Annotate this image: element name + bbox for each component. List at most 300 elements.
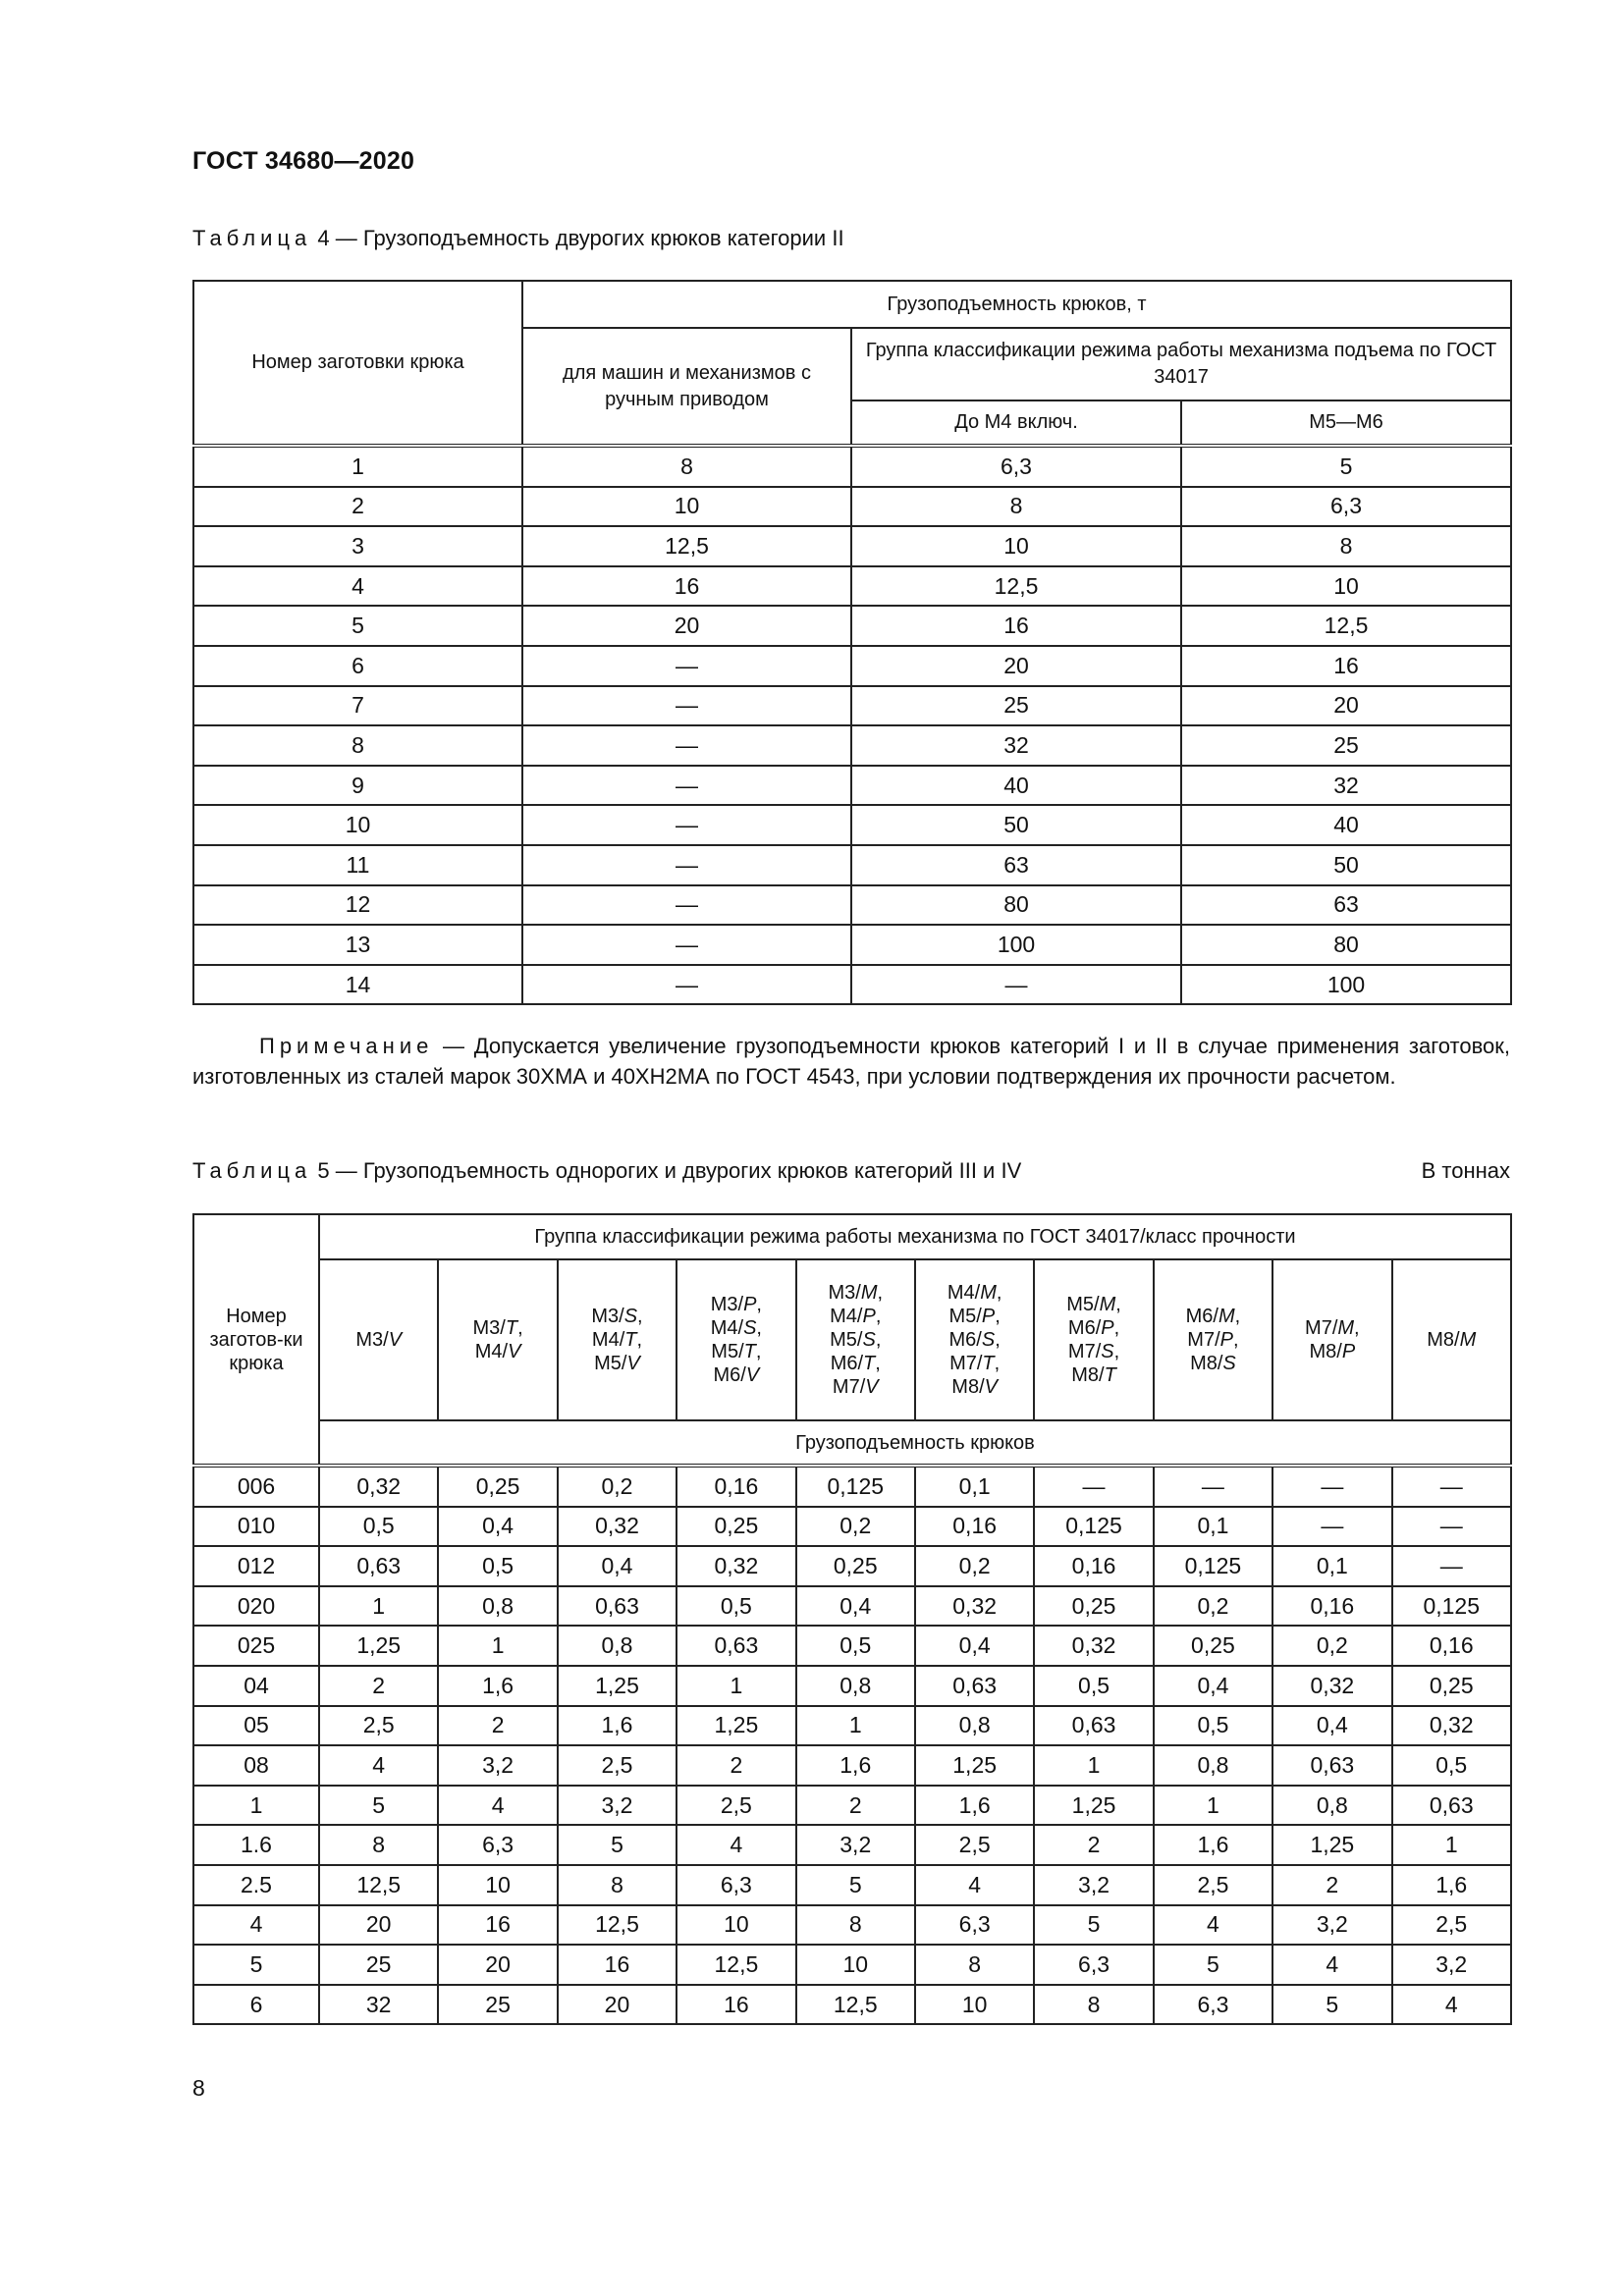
table-cell: 6,3 (438, 1825, 557, 1865)
table-cell: — (1154, 1466, 1272, 1507)
class-code: M5/P (948, 1306, 996, 1327)
table5-class-header: M5/M, M6/P, M7/S, M8/T (1034, 1259, 1153, 1420)
table4-caption-label: Таблица (192, 226, 312, 250)
document-id: ГОСТ 34680—2020 (192, 147, 415, 175)
table-cell: 0,5 (677, 1586, 795, 1627)
table-cell: 0,5 (1392, 1745, 1511, 1786)
table-cell: 0,25 (1034, 1586, 1153, 1627)
table-row (193, 1985, 1511, 2025)
table-cell: 14 (193, 965, 522, 1005)
table-cell: 0,5 (438, 1546, 557, 1586)
table-cell: 0,8 (558, 1626, 677, 1666)
table-cell: 0,5 (319, 1507, 438, 1547)
table4-header-group: Группа классификации режима работы механизма подъема по ГОСТ 34017 (851, 328, 1511, 400)
table-cell: 2 (438, 1706, 557, 1746)
table-row (193, 1626, 1511, 1666)
table-cell: 2,5 (1392, 1905, 1511, 1946)
table-cell: 2 (1272, 1865, 1391, 1905)
table-cell: 8 (796, 1905, 915, 1946)
table5-caption (192, 1158, 1021, 1184)
table-cell: — (522, 725, 851, 766)
table5-class-row (193, 1259, 1511, 1420)
table-row (193, 1786, 1511, 1826)
table4-header-capacity: Грузоподъемность крюков, т (522, 281, 1511, 328)
table-row (193, 1865, 1511, 1905)
table-cell: — (522, 805, 851, 845)
table-row (193, 686, 1511, 726)
table-row (193, 965, 1511, 1005)
table-cell: 10 (438, 1865, 557, 1905)
table5-header-group: Группа классификации режима работы механизма по ГОСТ 34017/класс прочности (319, 1214, 1511, 1259)
table-cell: 2 (319, 1666, 438, 1706)
table-cell: 1 (796, 1706, 915, 1746)
table-cell: 12,5 (319, 1865, 438, 1905)
table-cell: 0,63 (558, 1586, 677, 1627)
table-cell: 20 (851, 646, 1181, 686)
table-cell: 1,25 (558, 1666, 677, 1706)
table-row (193, 1666, 1511, 1706)
class-code: M6/S (948, 1329, 996, 1351)
table-cell: 012 (193, 1546, 319, 1586)
table-row (193, 646, 1511, 686)
table-row (193, 1905, 1511, 1946)
table-row (193, 885, 1511, 926)
table-cell: 0,4 (915, 1626, 1034, 1666)
table-cell: 8 (522, 446, 851, 487)
table-cell: 12,5 (522, 526, 851, 566)
table-cell: 1,6 (1392, 1865, 1511, 1905)
class-code: M7/P (1187, 1329, 1233, 1351)
table-cell: 4 (677, 1825, 795, 1865)
table-cell: 6,3 (851, 446, 1181, 487)
table-cell: 0,16 (1272, 1586, 1391, 1627)
table-cell: 0,8 (1272, 1786, 1391, 1826)
table-cell: 4 (193, 1905, 319, 1946)
table-cell: 20 (522, 606, 851, 646)
table-cell: 0,63 (319, 1546, 438, 1586)
table-cell: 006 (193, 1466, 319, 1507)
table-cell: 6,3 (1034, 1945, 1153, 1985)
table4-header-manual: для машин и механизмов с ручным приводом (522, 328, 851, 446)
table5-class-header (319, 1259, 438, 1420)
class-code: M6/M (1185, 1306, 1235, 1327)
table-row (193, 925, 1511, 965)
table-cell: 12,5 (851, 566, 1181, 607)
table-cell: 0,16 (915, 1507, 1034, 1547)
table-cell: 1,25 (1034, 1786, 1153, 1826)
table-cell: 5 (558, 1825, 677, 1865)
table-cell: 3,2 (558, 1786, 677, 1826)
table-cell: 16 (677, 1985, 795, 2025)
table-row (193, 805, 1511, 845)
table-cell: 32 (851, 725, 1181, 766)
table-cell: 1,6 (558, 1706, 677, 1746)
table-cell: 16 (558, 1945, 677, 1985)
table-cell: 0,4 (796, 1586, 915, 1627)
class-code: M8/S (1190, 1353, 1236, 1374)
table-cell: — (522, 965, 851, 1005)
table-cell: 25 (851, 686, 1181, 726)
table-cell: 4 (319, 1745, 438, 1786)
table-cell: 0,1 (1154, 1507, 1272, 1547)
table-cell: — (522, 885, 851, 926)
table-cell: 11 (193, 845, 522, 885)
table5-units: В тоннах (1421, 1158, 1510, 1183)
table-cell: 0,25 (1392, 1666, 1511, 1706)
class-code: M4/P (830, 1306, 876, 1327)
table-cell: 0,16 (677, 1466, 795, 1507)
table5-header-capacity: Грузоподъемность крюков (319, 1420, 1511, 1466)
table-cell: 25 (1181, 725, 1511, 766)
table-row (193, 845, 1511, 885)
table-row (193, 1546, 1511, 1586)
table-cell: 8 (558, 1865, 677, 1905)
table-cell: 0,32 (558, 1507, 677, 1547)
table-cell: 7 (193, 686, 522, 726)
class-code: M7/V (832, 1376, 879, 1398)
class-code: M8/P (1309, 1341, 1356, 1362)
table-cell: 9 (193, 766, 522, 806)
table-cell: 0,4 (438, 1507, 557, 1547)
table-cell: 020 (193, 1586, 319, 1627)
table-row (193, 725, 1511, 766)
table-cell: 0,1 (915, 1466, 1034, 1507)
table-cell: 0,125 (1154, 1546, 1272, 1586)
table5-header-number: Номер заготов-ки крюка (193, 1214, 319, 1466)
table-cell: 6,3 (1181, 487, 1511, 527)
table-cell: 0,4 (1154, 1666, 1272, 1706)
table-cell: 0,2 (915, 1546, 1034, 1586)
table-cell: 0,32 (677, 1546, 795, 1586)
table-row (193, 1507, 1511, 1547)
table4-body (193, 446, 1511, 1004)
table-cell: 1 (319, 1586, 438, 1627)
table-row (193, 1586, 1511, 1627)
table-cell: 1,6 (1154, 1825, 1272, 1865)
table-cell: 10 (1181, 566, 1511, 607)
table-cell: 1 (1034, 1745, 1153, 1786)
class-code: M5/M (1066, 1294, 1116, 1315)
table-cell: 0,25 (438, 1466, 557, 1507)
table-cell: — (1034, 1466, 1153, 1507)
table-cell: 8 (319, 1825, 438, 1865)
table-cell: 1 (677, 1666, 795, 1706)
table-cell: 010 (193, 1507, 319, 1547)
table-cell: 8 (193, 725, 522, 766)
table-cell: 10 (522, 487, 851, 527)
table4 (192, 280, 1512, 1005)
table-cell: 0,8 (796, 1666, 915, 1706)
table-cell: 0,63 (915, 1666, 1034, 1706)
table-cell: 2 (796, 1786, 915, 1826)
table-cell: 6,3 (677, 1865, 795, 1905)
table-cell: 80 (851, 885, 1181, 926)
class-code: M8/T (1071, 1364, 1116, 1386)
table-cell: — (1272, 1466, 1391, 1507)
table-row (193, 566, 1511, 607)
table-cell: 0,8 (438, 1586, 557, 1627)
table-cell: 8 (915, 1945, 1034, 1985)
class-code: M3/S (591, 1306, 638, 1327)
table-cell: 3,2 (1272, 1905, 1391, 1946)
class-code: M7/M (1305, 1317, 1355, 1339)
table-cell: 2 (677, 1745, 795, 1786)
table-cell: 40 (851, 766, 1181, 806)
class-code: M4/T (591, 1329, 637, 1351)
table-cell: 08 (193, 1745, 319, 1786)
table-cell: 16 (851, 606, 1181, 646)
page-number: 8 (192, 2075, 205, 2101)
table-cell: 12,5 (558, 1905, 677, 1946)
table-cell: 50 (851, 805, 1181, 845)
table-cell: 04 (193, 1666, 319, 1706)
class-code: M4/V (474, 1341, 521, 1362)
table-cell: 1,25 (677, 1706, 795, 1746)
class-code: M5/T (711, 1341, 756, 1362)
class-code: M5/V (594, 1353, 640, 1374)
table-row (193, 1706, 1511, 1746)
table-cell: 2.5 (193, 1865, 319, 1905)
class-code: M3/P (710, 1294, 757, 1315)
table-cell: 0,16 (1392, 1626, 1511, 1666)
table-cell: 05 (193, 1706, 319, 1746)
table5 (192, 1213, 1512, 2025)
table-cell: 0,125 (1034, 1507, 1153, 1547)
table4-note (192, 1031, 1510, 1092)
table-cell: 0,2 (1272, 1626, 1391, 1666)
table-cell: 0,125 (1392, 1586, 1511, 1627)
class-code: M7/T (949, 1353, 995, 1374)
table-cell: 0,4 (558, 1546, 677, 1586)
table-cell: 2,5 (1154, 1865, 1272, 1905)
class-code: M4/S (710, 1317, 757, 1339)
table-cell: 0,2 (796, 1507, 915, 1547)
table-cell: 4 (1272, 1945, 1391, 1985)
table-cell: 20 (1181, 686, 1511, 726)
table-cell: 12 (193, 885, 522, 926)
table-cell: 20 (558, 1985, 677, 2025)
table-cell: — (851, 965, 1181, 1005)
table-cell: 10 (851, 526, 1181, 566)
table-cell: — (1392, 1466, 1511, 1507)
table-cell: 6,3 (1154, 1985, 1272, 2025)
table-cell: 63 (851, 845, 1181, 885)
table-cell: 12,5 (1181, 606, 1511, 646)
table-cell: — (522, 766, 851, 806)
class-code: M6/T (830, 1353, 876, 1374)
table4-header-m4: До М4 включ. (851, 400, 1181, 446)
table-cell: 025 (193, 1626, 319, 1666)
table-cell: 0,25 (1154, 1626, 1272, 1666)
table-cell: 1,6 (915, 1786, 1034, 1826)
table-row (193, 1745, 1511, 1786)
table-row (193, 1945, 1511, 1985)
table-cell: 0,63 (1392, 1786, 1511, 1826)
table-cell: 0,2 (1154, 1586, 1272, 1627)
table5-class-header: M3/T, M4/V (438, 1259, 557, 1420)
table-cell: 63 (1181, 885, 1511, 926)
table-cell: 0,1 (1272, 1546, 1391, 1586)
table5-caption-label: Таблица (192, 1158, 312, 1183)
table-cell: 0,8 (915, 1706, 1034, 1746)
table-cell: — (1392, 1546, 1511, 1586)
table5-caption-text: 5 — Грузоподъемность однорогих и двурогих крюков категорий III и IV (311, 1158, 1022, 1183)
class-code: M6/P (1067, 1317, 1114, 1339)
table-cell: 25 (319, 1945, 438, 1985)
table-cell: 1 (1154, 1786, 1272, 1826)
class-code: M4/M (947, 1282, 997, 1304)
table-cell: 2 (193, 487, 522, 527)
table-cell: 16 (522, 566, 851, 607)
table-cell: 10 (796, 1945, 915, 1985)
table-cell: 0,25 (796, 1546, 915, 1586)
table-cell: 0,4 (1272, 1706, 1391, 1746)
table-cell: 1,6 (796, 1745, 915, 1786)
table-cell: 1 (438, 1626, 557, 1666)
table-cell: 0,32 (1034, 1626, 1153, 1666)
table-cell: 6,3 (915, 1905, 1034, 1946)
table-cell: 4 (438, 1786, 557, 1826)
table5-class-header: M3/M, M4/P, M5/S, M6/T, M7/V (796, 1259, 915, 1420)
table-cell: 0,8 (1154, 1745, 1272, 1786)
table-cell: 20 (319, 1905, 438, 1946)
table-cell: 5 (1272, 1985, 1391, 2025)
table-cell: 1,25 (319, 1626, 438, 1666)
table-cell: 2 (1034, 1825, 1153, 1865)
table-cell: 3,2 (796, 1825, 915, 1865)
table-row (193, 1825, 1511, 1865)
table-cell: 8 (851, 487, 1181, 527)
table5-body (193, 1466, 1511, 2024)
table-cell: 100 (1181, 965, 1511, 1005)
table-cell: 10 (193, 805, 522, 845)
table-cell: 16 (438, 1905, 557, 1946)
table-cell: 4 (1154, 1905, 1272, 1946)
table-cell: 80 (1181, 925, 1511, 965)
table5-class-header: M4/M, M5/P, M6/S, M7/T, M8/V (915, 1259, 1034, 1420)
table5-class-header: M3/P, M4/S, M5/T, M6/V (677, 1259, 795, 1420)
table-cell: 1,25 (1272, 1825, 1391, 1865)
table-cell: 0,5 (1034, 1666, 1153, 1706)
table-cell: 2,5 (915, 1825, 1034, 1865)
table-cell: 8 (1181, 526, 1511, 566)
table-cell: 12,5 (677, 1945, 795, 1985)
table-cell: 0,63 (1034, 1706, 1153, 1746)
table-cell: 1 (1392, 1825, 1511, 1865)
table-cell: 3,2 (438, 1745, 557, 1786)
table-cell: 4 (193, 566, 522, 607)
table-cell: 1,25 (915, 1745, 1034, 1786)
table-cell: 1 (193, 446, 522, 487)
table-cell: 1 (193, 1786, 319, 1826)
table-row (193, 526, 1511, 566)
table-row (193, 1466, 1511, 1507)
table-cell: 0,63 (1272, 1745, 1391, 1786)
table-cell: 0,32 (1272, 1666, 1391, 1706)
class-code: M8/V (951, 1376, 998, 1398)
note-text: — Допускается увеличение грузоподъемности крюков категорий I и II в случае применения заготовок, изготовленных из сталей марок 30ХМА и 40ХН2МА по ГОСТ 4543, при условии подтверждения их прочности расчетом. (192, 1034, 1510, 1089)
class-code: M3/V (355, 1329, 403, 1351)
table-cell: 0,2 (558, 1466, 677, 1507)
table-cell: 40 (1181, 805, 1511, 845)
table-cell: 0,125 (796, 1466, 915, 1507)
table-cell: 10 (677, 1905, 795, 1946)
table-cell: 16 (1181, 646, 1511, 686)
table-cell: 0,25 (677, 1507, 795, 1547)
class-code: M8/M (1427, 1329, 1477, 1351)
table-cell: — (522, 925, 851, 965)
table4-caption-text: 4 — Грузоподъемность двурогих крюков категории II (311, 226, 844, 250)
table-cell: — (522, 646, 851, 686)
table4-caption (192, 226, 844, 251)
table-cell: 6 (193, 1985, 319, 2025)
table-cell: 5 (796, 1865, 915, 1905)
table5-class-header (1392, 1259, 1511, 1420)
table-row (193, 606, 1511, 646)
table-cell: 13 (193, 925, 522, 965)
table-row (193, 487, 1511, 527)
table-cell: 3 (193, 526, 522, 566)
table-cell: 10 (915, 1985, 1034, 2025)
table-cell: 3,2 (1392, 1945, 1511, 1985)
table-cell: 4 (1392, 1985, 1511, 2025)
table-row (193, 766, 1511, 806)
table-cell: — (522, 686, 851, 726)
table-cell: 50 (1181, 845, 1511, 885)
table-cell: 2,5 (677, 1786, 795, 1826)
table-cell: 0,32 (1392, 1706, 1511, 1746)
table-cell: 100 (851, 925, 1181, 965)
table-cell: 1,6 (438, 1666, 557, 1706)
table-cell: 2,5 (558, 1745, 677, 1786)
class-code: M3/M (828, 1282, 878, 1304)
table-cell: — (522, 845, 851, 885)
table-cell: 1.6 (193, 1825, 319, 1865)
table-cell: 0,16 (1034, 1546, 1153, 1586)
table-cell: 4 (915, 1865, 1034, 1905)
table5-class-header: M7/M, M8/P (1272, 1259, 1391, 1420)
table-cell: — (1272, 1507, 1391, 1547)
table-cell: 20 (438, 1945, 557, 1985)
table-cell: 0,5 (796, 1626, 915, 1666)
table-cell: 0,63 (677, 1626, 795, 1666)
table4-header-m5m6: М5—М6 (1181, 400, 1511, 446)
class-code: M5/S (830, 1329, 876, 1351)
table-cell: 32 (1181, 766, 1511, 806)
table5-class-header: M6/M, M7/P, M8/S (1154, 1259, 1272, 1420)
table-cell: 5 (193, 606, 522, 646)
table-cell: 6 (193, 646, 522, 686)
note-label: Примечание (259, 1034, 434, 1058)
table-cell: 0,32 (319, 1466, 438, 1507)
table5-class-header: M3/S, M4/T, M5/V (558, 1259, 677, 1420)
table-cell: 5 (193, 1945, 319, 1985)
table-cell: 5 (319, 1786, 438, 1826)
table-cell: 5 (1154, 1945, 1272, 1985)
table-cell: 3,2 (1034, 1865, 1153, 1905)
table-row (193, 446, 1511, 487)
table-cell: 32 (319, 1985, 438, 2025)
table-cell: 0,32 (915, 1586, 1034, 1627)
table-cell: — (1392, 1507, 1511, 1547)
table4-header-number: Номер заготовки крюка (193, 281, 522, 446)
class-code: M3/T (472, 1317, 518, 1339)
table-cell: 25 (438, 1985, 557, 2025)
table-cell: 12,5 (796, 1985, 915, 2025)
class-code: M7/S (1067, 1341, 1114, 1362)
table-cell: 0,5 (1154, 1706, 1272, 1746)
class-code: M6/V (713, 1364, 760, 1386)
